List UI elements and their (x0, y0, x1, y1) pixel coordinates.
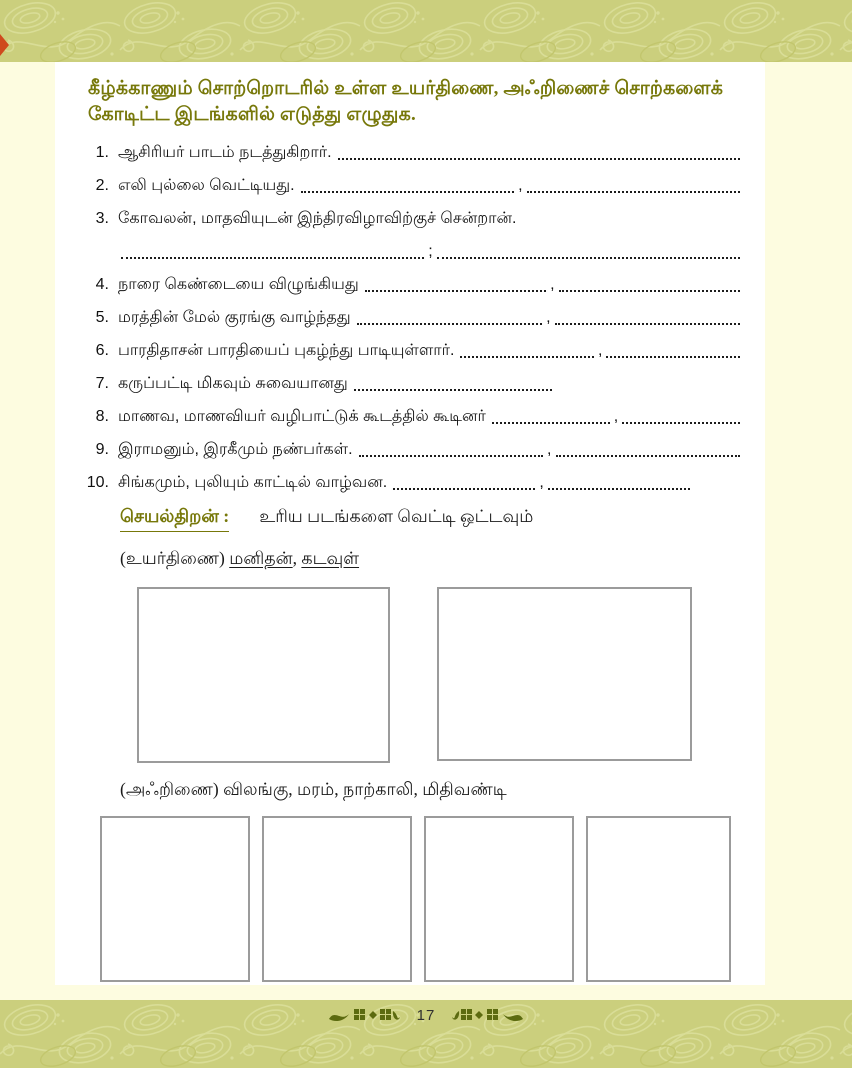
item-number: 8. (95, 408, 109, 425)
exercise-heading-line1: கீழ்க்காணும் சொற்றொடரில் உள்ள உயர்திணை, அஃறிணைச் சொற்களைக் (88, 78, 724, 99)
leaf-pattern-art (0, 0, 852, 62)
answer-blank (437, 257, 740, 259)
answer-blank (359, 455, 544, 457)
answer-blank (556, 455, 741, 457)
blank-separator: , (518, 177, 523, 194)
exercise-item-row (75, 274, 745, 296)
item-sentence: நாரை கெண்டையை விழுங்கியது (118, 276, 359, 293)
paste-box-2 (437, 587, 692, 761)
exercise-item-row (75, 307, 745, 329)
ahrinai-line (120, 779, 745, 802)
answer-blank (121, 257, 424, 259)
answer-blank (460, 356, 594, 358)
answer-blank (365, 290, 546, 292)
footer-ornament-right-icon (451, 1006, 525, 1024)
exercise-list (75, 142, 745, 494)
answer-blank (527, 191, 741, 193)
blank-separator: , (539, 474, 544, 491)
answer-blank (622, 422, 740, 424)
paste-box-1 (137, 587, 390, 763)
left-edge-red-accent (0, 34, 9, 56)
answer-blank (555, 323, 740, 325)
page-number: 17 (416, 1006, 436, 1024)
uyarthinai-word-2: கடவுள் (301, 548, 360, 568)
item-number: 5. (95, 309, 109, 326)
answer-blank (357, 323, 542, 325)
item-sentence: இராமனும், இரகீமும் நண்பர்கள். (118, 441, 353, 458)
exercise-item-row (75, 406, 745, 428)
item-sentence: மாணவ, மாணவியர் வழிபாட்டுக் கூடத்தில் கூடினர் (118, 408, 486, 425)
ahrinai-words: விலங்கு, மரம், நாற்காலி, மிதிவண்டி (223, 779, 507, 799)
item-sentence: கோவலன், மாதவியுடன் இந்திரவிழாவிற்குச் சென்றான். (118, 210, 517, 227)
answer-blank (301, 191, 515, 193)
blank-separator: , (547, 441, 552, 458)
item-sentence: சிங்கமும், புலியும் காட்டில் வாழ்வன. (118, 474, 388, 491)
item-number: 6. (95, 342, 109, 359)
answer-blank (393, 488, 535, 490)
exercise-item-row (75, 439, 745, 461)
exercise-heading (88, 76, 745, 128)
blank-separator: , (598, 342, 603, 359)
footer-ornament-left-icon (327, 1006, 401, 1024)
paste-box-5 (424, 816, 574, 982)
blank-separator: , (546, 309, 551, 326)
uyarthinai-word-1: மனிதன் (229, 548, 293, 568)
item-number: 7. (95, 375, 109, 392)
answer-blank (492, 422, 610, 424)
worksheet-page (55, 62, 765, 985)
item-number: 1. (95, 144, 109, 161)
answer-blank (548, 488, 690, 490)
paste-box-4 (262, 816, 412, 982)
footer (0, 1006, 852, 1024)
exercise-item-row (75, 142, 745, 164)
paste-box-3 (100, 816, 250, 982)
exercise-item-row (75, 175, 745, 197)
item-number: 4. (95, 276, 109, 293)
item-sentence: ஆசிரியர் பாடம் நடத்துகிறார். (118, 144, 332, 161)
item-sentence: எலி புல்லை வெட்டியது. (118, 177, 295, 194)
uyarthinai-paste-boxes (137, 587, 745, 763)
blank-separator: , (550, 276, 555, 293)
exercise-item-row (75, 340, 745, 362)
exercise-item-row (75, 472, 745, 494)
exercise-heading-line2: கோடிட்ட இடங்களில் எடுத்து எழுதுக. (88, 104, 416, 125)
exercise-item-row (75, 208, 745, 230)
ahrinai-prefix: (அஃறிணை) (120, 779, 219, 799)
blank-separator: , (613, 408, 619, 425)
item-sentence: கருப்பட்டி மிகவும் சுவையானது (118, 375, 348, 392)
answer-blank (354, 389, 552, 391)
ahrinai-paste-boxes (100, 816, 745, 982)
uyarthinai-comma: , (292, 548, 297, 568)
bottom-border-band (0, 1000, 852, 1068)
answer-blank (559, 290, 740, 292)
activity-label: செயல்திறன் : (120, 506, 229, 532)
item-number: 3. (95, 210, 109, 227)
item-sentence: மரத்தின் மேல் குரங்கு வாழ்ந்தது (118, 309, 351, 326)
answer-blank (606, 356, 740, 358)
activity-instruction: உரிய படங்களை வெட்டி ஒட்டவும் (259, 506, 534, 526)
exercise-item-row (75, 373, 745, 395)
top-border-band (0, 0, 852, 62)
blank-separator: ; (428, 243, 433, 260)
item-number: 9. (95, 441, 109, 458)
item-number: 10. (86, 474, 109, 491)
paste-box-6 (586, 816, 731, 982)
item-number: 2. (95, 177, 109, 194)
activity-title-line (120, 506, 745, 532)
uyarthinai-prefix: (உயர்திணை) (120, 548, 225, 568)
uyarthinai-line (120, 548, 745, 571)
exercise-item-tail-row (75, 241, 745, 263)
item-sentence: பாரதிதாசன் பாரதியைப் புகழ்ந்து பாடியுள்ளார். (118, 342, 455, 359)
answer-blank (338, 158, 740, 160)
